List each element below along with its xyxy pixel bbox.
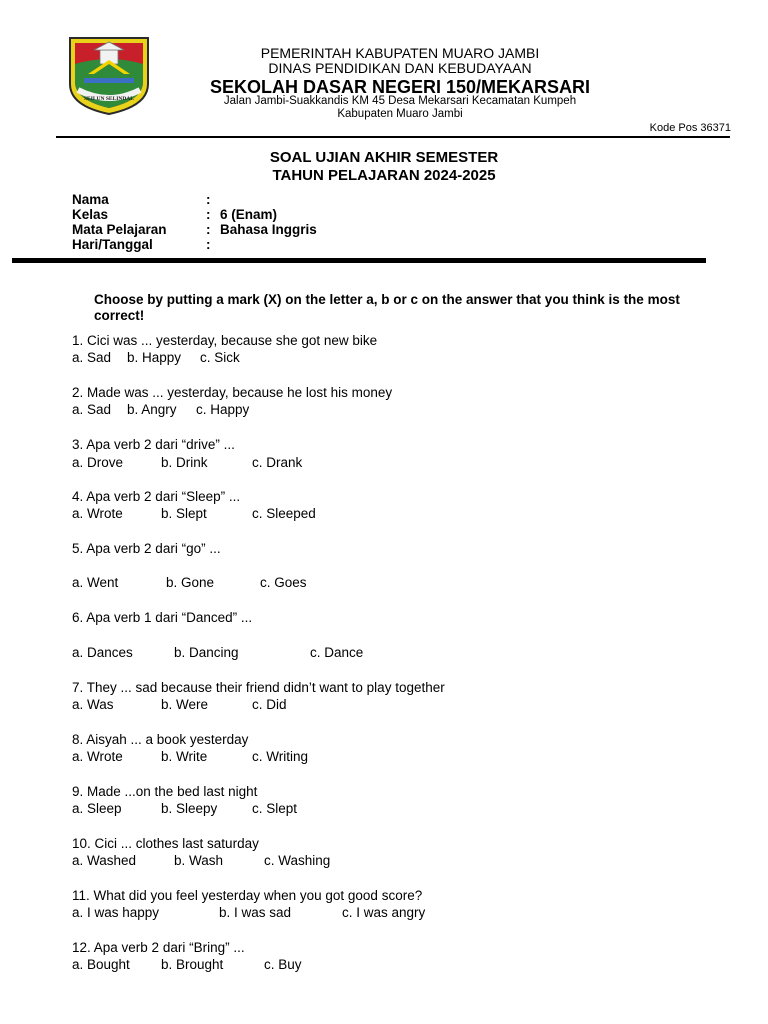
question-text: 12. Apa verb 2 dari “Bring” ... [72,940,245,955]
option-a[interactable]: a. I was happy [72,905,160,920]
letterhead-address: Jalan Jambi-Suakkandis KM 45 Desa Mekarsari Kecamatan Kumpeh [223,95,577,107]
info-colon: : [206,192,211,207]
option-c[interactable]: c. Happy [196,402,250,417]
question-text: 1. Cici was ... yesterday, because she got new bike [72,333,378,348]
question-text: 10. Cici ... clothes last saturday [72,836,259,851]
option-a[interactable]: a. Sad [72,350,112,365]
question-text: 9. Made ...on the bed last night [72,784,258,799]
exam-year: TAHUN PELAJARAN 2024-2025 [272,167,496,184]
option-b[interactable]: b. Slept [161,506,207,521]
option-b[interactable]: b. Drink [161,455,208,470]
option-b[interactable]: b. Write [161,749,208,764]
option-c[interactable]: c. Sleeped [252,506,316,521]
school-district-logo [64,34,154,116]
option-b[interactable]: b. Dancing [174,645,239,660]
option-c[interactable]: c. Washing [264,853,331,868]
option-c[interactable]: c. Dance [310,645,364,660]
info-colon: : [206,222,211,237]
logo-motto: SEILUN SELINDAL [84,96,134,102]
question-text: 3. Apa verb 2 dari “drive” ... [72,437,235,452]
letterhead-department: DINAS PENDIDIKAN DAN KEBUDAYAAN [268,60,532,76]
letterhead-divider [56,136,730,138]
info-label: Kelas [72,207,109,222]
option-a[interactable]: a. Dances [72,645,133,660]
option-a[interactable]: a. Washed [72,853,137,868]
option-b[interactable]: b. Were [161,697,209,712]
info-colon: : [206,207,211,222]
letterhead-regency: Kabupaten Muaro Jambi [337,108,463,120]
info-colon: : [206,237,211,252]
question-text: 8. Aisyah ... a book yesterday [72,732,249,747]
info-label: Hari/Tanggal [72,237,153,252]
option-c[interactable]: c. Slept [252,801,298,816]
option-c[interactable]: c. Sick [200,350,240,365]
question-text: 6. Apa verb 1 dari “Danced” ... [72,610,253,625]
option-b[interactable]: b. Sleepy [161,801,218,816]
info-label: Nama [72,192,109,207]
info-value: Bahasa Inggris [220,222,317,237]
instructions: Choose by putting a mark (X) on the letter a, b or c on the answer that you think is the most correct! [94,292,680,323]
option-a[interactable]: a. Was [72,697,114,712]
option-c[interactable]: c. Goes [260,575,307,590]
question-text: 5. Apa verb 2 dari “go” ... [72,541,221,556]
info-label: Mata Pelajaran [72,222,167,237]
option-a[interactable]: a. Wrote [72,749,123,764]
info-value: 6 (Enam) [220,207,278,222]
option-c[interactable]: c. I was angry [342,905,426,920]
option-a[interactable]: a. Went [72,575,119,590]
option-a[interactable]: a. Bought [72,957,130,972]
option-b[interactable]: b. Brought [161,957,224,972]
option-a[interactable]: a. Wrote [72,506,123,521]
option-c[interactable]: c. Drank [252,455,303,470]
option-a[interactable]: a. Sleep [72,801,122,816]
exam-title: SOAL UJIAN AKHIR SEMESTER [269,149,499,166]
question-text: 11. What did you feel yesterday when you got good score? [72,888,423,903]
question-text: 4. Apa verb 2 dari “Sleep” ... [72,489,241,504]
option-a[interactable]: a. Drove [72,455,124,470]
option-b[interactable]: b. Gone [166,575,215,590]
letterhead-government: PEMERINTAH KABUPATEN MUARO JAMBI [260,45,540,61]
option-a[interactable]: a. Sad [72,402,112,417]
option-b[interactable]: b. I was sad [219,905,292,920]
letterhead-school-name: SEKOLAH DASAR NEGERI 150/MEKARSARI [209,77,591,97]
option-c[interactable]: c. Writing [252,749,309,764]
section-divider [12,258,706,263]
option-b[interactable]: b. Happy [127,350,182,365]
question-text: 7. They ... sad because their friend didn’t want to play together [72,680,445,695]
option-b[interactable]: b. Angry [127,402,177,417]
option-b[interactable]: b. Wash [174,853,224,868]
option-c[interactable]: c. Did [252,697,287,712]
postal-code: Kode Pos 36371 [649,122,731,134]
question-text: 2. Made was ... yesterday, because he lost his money [72,385,393,400]
option-c[interactable]: c. Buy [264,957,302,972]
